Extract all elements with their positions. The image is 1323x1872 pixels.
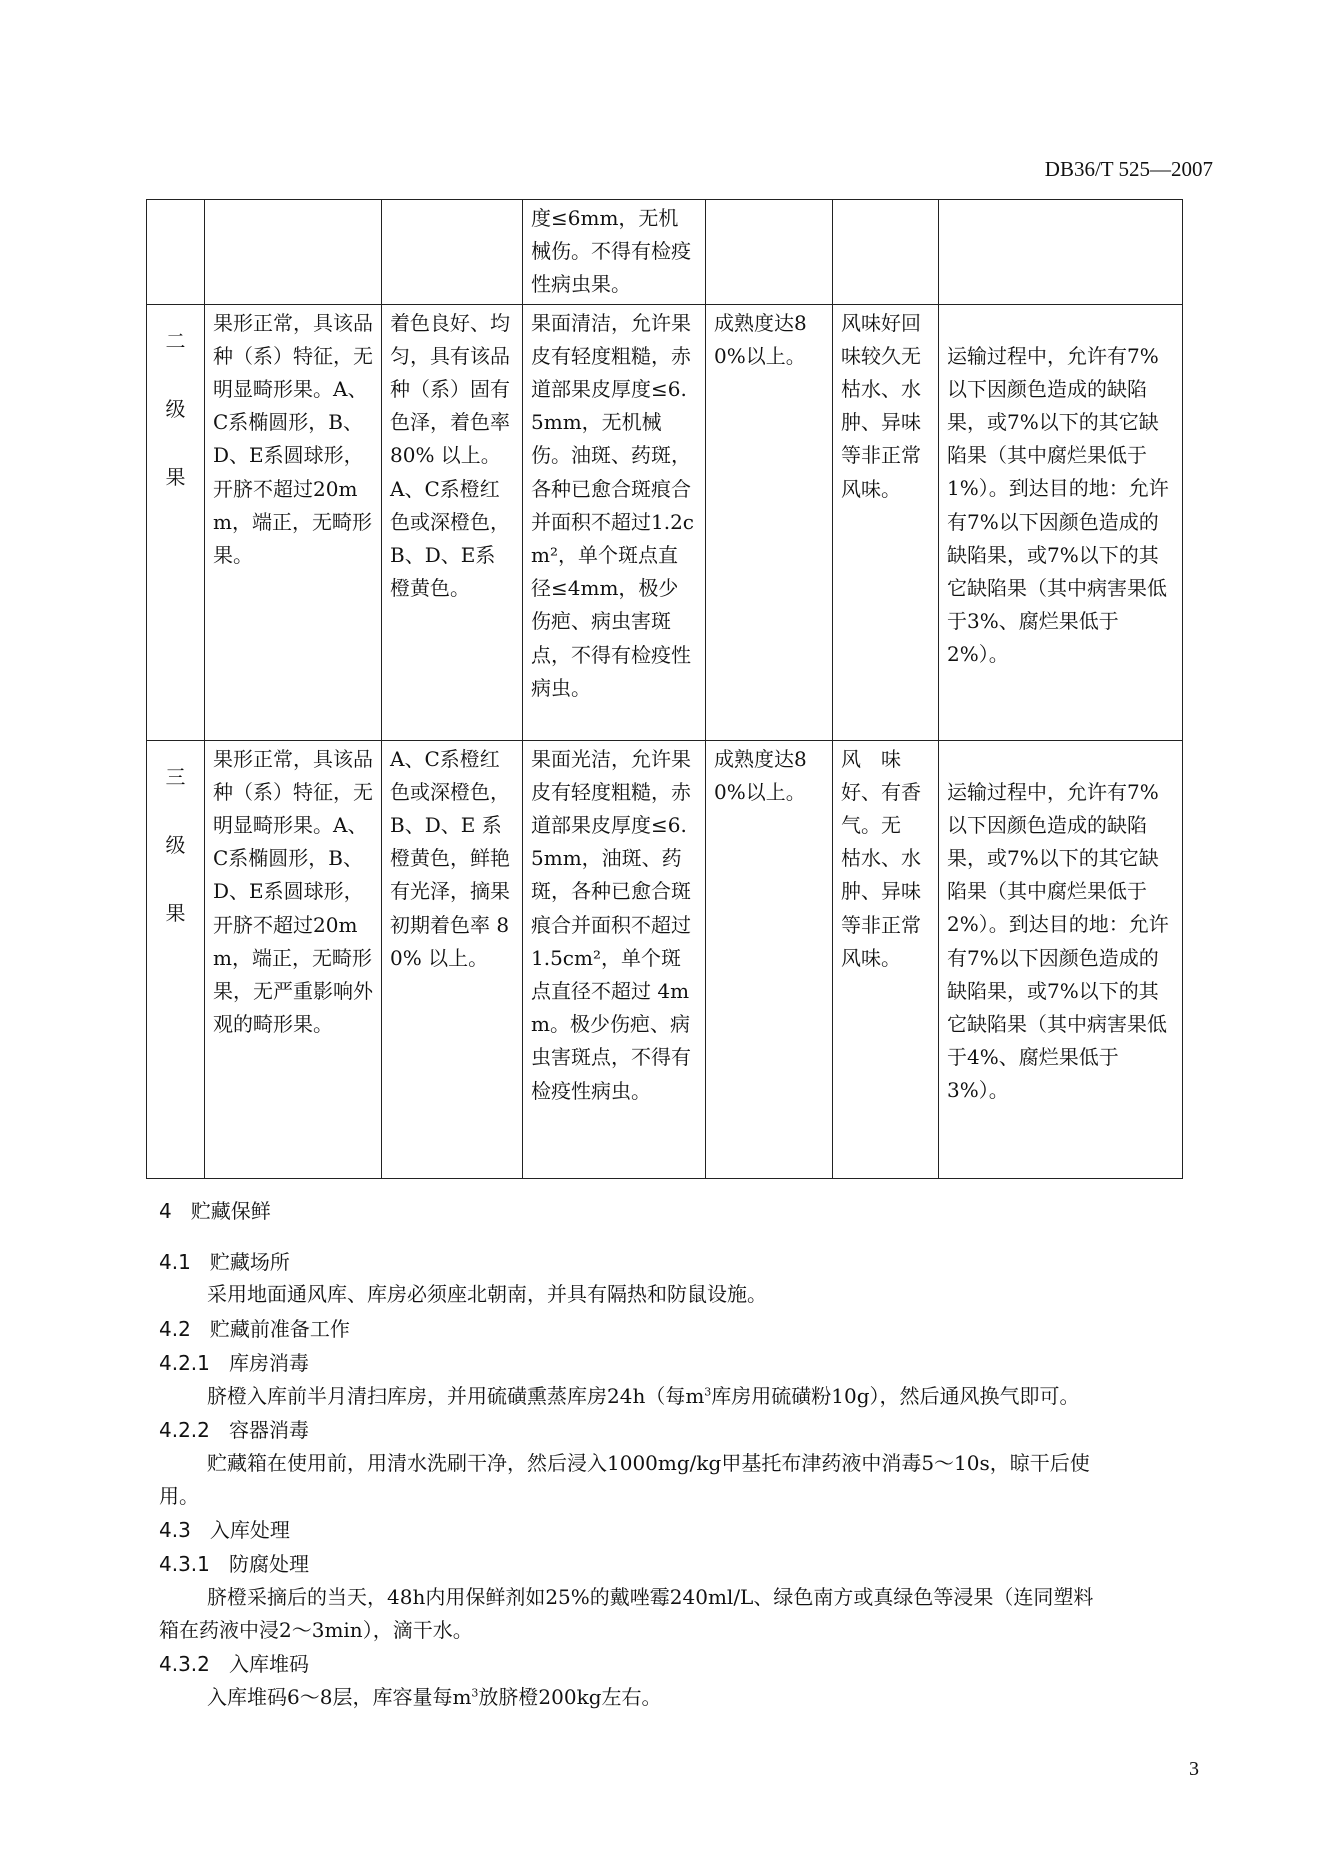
- page-number: 3: [1189, 1758, 1199, 1780]
- section-4-3-1-heading: [159, 1548, 309, 1577]
- grade-char: 果: [165, 900, 186, 925]
- grade-char: 级: [165, 396, 186, 421]
- section-4-3-2-heading: [159, 1648, 309, 1677]
- defects-text: 运输过程中，允许有7%以下因颜色造成的缺陷果，或7%以下的其它缺陷果（其中腐烂果低于1%）。到达目的地：允许有7%以下因颜色造成的缺陷果，或7%以下的其它缺陷果（其中病害果低于3%、腐烂果低于2%）。: [947, 343, 1169, 667]
- surface-cell: 果面光洁，允许果皮有轻度粗糙，赤道部果皮厚度≤6.5mm，油斑、药斑，各种已愈合斑痕合并面积不超过1.5cm²，单个斑点直径不超过 4mm。极少伤疤、病虫害斑点，不得有检疫性病虫。: [523, 740, 706, 1178]
- section-4-2-1-heading: [159, 1347, 309, 1376]
- flavor-cell: 风味好回味较久无枯水、水肿、异味等非正常风味。: [833, 304, 939, 740]
- section-title: 防腐处理: [228, 1552, 309, 1576]
- section-4-heading: [159, 1195, 271, 1224]
- grade-cell: [147, 740, 205, 1178]
- surface-cell: 度≤6mm，无机械伤。不得有检疫性病虫果。: [523, 200, 706, 305]
- table-row: [147, 304, 1183, 740]
- section-4-3-1-body-line: 箱在药液中浸2～3min），滴干水。: [159, 1618, 473, 1642]
- section-title: 容器消毒: [228, 1418, 309, 1442]
- flavor-cell: [833, 200, 939, 305]
- section-number: 4.3: [159, 1518, 191, 1542]
- defects-cell: [939, 200, 1183, 305]
- section-number: 4.1: [159, 1250, 191, 1274]
- grade-char: 果: [165, 464, 186, 489]
- table-row: [147, 740, 1183, 1178]
- defects-text: 运输过程中，允许有7%以下因颜色造成的缺陷果，或7%以下的其它缺陷果（其中腐烂果低于2%）。到达目的地：允许有7%以下因颜色造成的缺陷果，或7%以下的其它缺陷果（其中病害果低于4%、腐烂果低于3%）。: [947, 779, 1169, 1103]
- maturity-cell: [706, 200, 833, 305]
- document-code: DB36/T 525—2007: [1044, 157, 1213, 181]
- section-number: 4.3.1: [159, 1552, 210, 1576]
- surface-cell: 果面清洁，允许果皮有轻度粗糙，赤道部果皮厚度≤6.5mm，无机械伤。油斑、药斑，各种已愈合斑痕合并面积不超过1.2cm²，单个斑点直径≤4mm，极少伤疤、病虫害斑点，不得有检疫性病虫。: [523, 304, 706, 740]
- color-cell: [382, 200, 523, 305]
- section-number: 4.2.1: [159, 1351, 210, 1375]
- section-4-3-1-body-line: 脐橙采摘后的当天，48h内用保鲜剂如25%的戴唑霉240ml/L、绿色南方或真绿色等浸果（连同塑料: [207, 1585, 1094, 1609]
- section-title: 入库处理: [209, 1518, 290, 1542]
- maturity-cell: 成熟度达80%以上。: [706, 304, 833, 740]
- section-4-3-2-body: 入库堆码6～8层，库容量每$m^3$放脐橙200kg左右。: [207, 1685, 662, 1709]
- section-4-1-body: 采用地面通风库、库房必须座北朝南，并具有隔热和防鼠设施。: [207, 1282, 767, 1306]
- section-title: 入库堆码: [228, 1652, 309, 1676]
- grade-char: 二: [165, 328, 186, 353]
- section-4-3-heading: [159, 1514, 290, 1543]
- grade-char: 级: [165, 832, 186, 857]
- section-title: 贮藏前准备工作: [209, 1317, 350, 1341]
- section-number: 4.2.2: [159, 1418, 210, 1442]
- grade-cell: [147, 304, 205, 740]
- section-4-2-heading: [159, 1313, 350, 1342]
- shape-cell: 果形正常，具该品种（系）特征，无明显畸形果。A、C系椭圆形，B、D、E系圆球形，开脐不超过20mm，端正，无畸形果。: [205, 304, 382, 740]
- color-cell: A、C系橙红色或深橙色，B、D、E 系橙黄色，鲜艳有光泽，摘果初期着色率 80% 以上。: [382, 740, 523, 1178]
- section-number: 4.3.2: [159, 1652, 210, 1676]
- grading-table: [146, 199, 1183, 1179]
- table-row: [147, 200, 1183, 305]
- defects-cell: [939, 304, 1183, 740]
- grade-cell: [147, 200, 205, 305]
- section-number: 4.2: [159, 1317, 191, 1341]
- section-title: 贮藏保鲜: [190, 1199, 271, 1223]
- section-title: 贮藏场所: [209, 1250, 290, 1274]
- color-cell: 着色良好、均匀，具有该品种（系）固有色泽，着色率 80% 以上。A、C系橙红色或深橙色，B、D、E系橙黄色。: [382, 304, 523, 740]
- section-4-2-2-heading: [159, 1414, 309, 1443]
- flavor-cell: 风 味好、有香气。无 枯水、水肿、异味等非正常风味。: [833, 740, 939, 1178]
- shape-cell: [205, 200, 382, 305]
- grade-char: 三: [165, 764, 186, 789]
- section-title: 库房消毒: [228, 1351, 309, 1375]
- section-4-2-2-body-line: 用。: [159, 1484, 199, 1508]
- maturity-cell: 成熟度达80%以上。: [706, 740, 833, 1178]
- defects-cell: [939, 740, 1183, 1178]
- section-4-2-2-body-line: 贮藏箱在使用前，用清水洗刷干净，然后浸入1000mg/kg甲基托布津药液中消毒5～10s，晾干后使: [207, 1451, 1090, 1475]
- section-4-1-heading: [159, 1246, 290, 1275]
- section-4-2-1-body: 脐橙入库前半月清扫库房，并用硫磺熏蒸库房24h（每$m^3$库房用硫磺粉10g），然后通风换气即可。: [207, 1384, 1080, 1408]
- section-number: 4: [159, 1199, 172, 1223]
- shape-cell: 果形正常，具该品种（系）特征，无明显畸形果。A、C系椭圆形，B、D、E系圆球形，开脐不超过20mm，端正，无畸形果，无严重影响外观的畸形果。: [205, 740, 382, 1178]
